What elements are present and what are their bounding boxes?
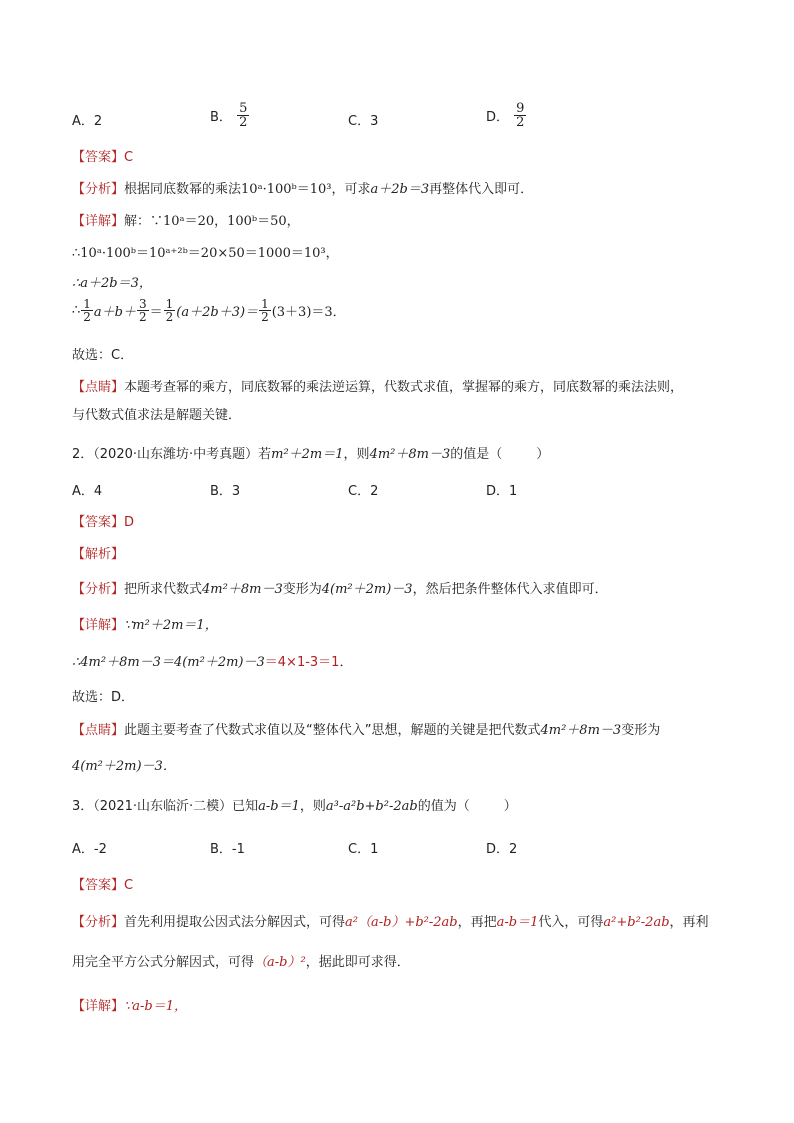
q1-option-a: A．2: [72, 114, 103, 129]
q3-option-b: B．-1: [210, 842, 245, 857]
q1-choose: 故选：C．: [72, 348, 134, 363]
q2-comment-line1: 【点睛】此题主要考查了代数式求值以及“整体代入”思想，解题的关键是把代数式4m²＋8m－3变形为: [72, 723, 661, 738]
q1-detail-line4: ∴ $\frac{1}{2}$ a＋b＋ $\frac{3}{2}$ ＝ $\frac{1}{2}$ (a＋2b＋3)＝ $\frac{1}{2}$ (3＋3)＝3．: [72, 297, 346, 324]
q1-option-c: C．3: [348, 114, 379, 129]
q3-detail-line1: 【详解】∵a-b＝1，: [72, 999, 188, 1014]
q3-stem: 3．（2021·山东临沂·二模）已知a-b＝1，则a³-a²b+b²-2ab的值为（ ）: [72, 799, 517, 814]
q3-option-c: C．1: [348, 842, 379, 857]
q2-parse: 【解析】: [72, 547, 125, 562]
q1-analysis: 【分析】根据同底数幂的乘法10ᵃ·100ᵇ＝10³，可求a＋2b＝3再整体代入即可．: [72, 182, 534, 197]
q1-detail-line3: ∴a＋2b＝3，: [72, 276, 152, 291]
q1-option-d: D． $\frac{9}{2}$: [486, 101, 525, 130]
q2-option-d: D．1: [486, 484, 518, 499]
q1-answer: 【答案】C: [72, 150, 134, 165]
q2-detail-line2: ∴4m²＋8m－3＝4(m²＋2m)－3＝4×1-3＝1．: [72, 655, 353, 670]
q1-detail-line1: 【详解】解：∵10ᵃ＝20，100ᵇ＝50，: [72, 214, 300, 229]
q2-comment-line2: 4(m²＋2m)－3．: [72, 759, 176, 774]
q1-comment-line2: 与代数式值求法是解题关键．: [72, 408, 242, 423]
q2-option-b: B．3: [210, 484, 241, 499]
q2-stem: 2．（2020·山东潍坊·中考真题）若m²＋2m＝1，则4m²＋8m－3的值是（ ）: [72, 447, 550, 462]
q3-analysis-line1: 【分析】首先利用提取公因式法分解因式，可得a²（a-b）+b²-2ab，再把a-b＝1代入，可得a²+b²-2ab，再利: [72, 915, 709, 930]
q1-detail-line2: ∴10ᵃ·100ᵇ＝10ᵃ⁺²ᵇ＝20×50＝1000＝10³，: [72, 246, 339, 261]
q2-detail-line1: 【详解】∵m²＋2m＝1，: [72, 618, 218, 633]
q3-option-d: D．2: [486, 842, 518, 857]
q3-analysis-line2: 用完全平方公式分解因式，可得（a-b）²，据此即可求得．: [72, 955, 410, 970]
q1-comment-line1: 【点睛】本题考查幂的乘方，同底数幂的乘法逆运算，代数式求值，掌握幂的乘方，同底数幂的乘法法则，: [72, 380, 684, 395]
q2-choose: 故选：D．: [72, 690, 135, 705]
q2-option-c: C．2: [348, 484, 379, 499]
q3-answer: 【答案】C: [72, 878, 134, 893]
q1-option-b: B． $\frac{5}{2}$: [210, 101, 248, 130]
q2-answer: 【答案】D: [72, 515, 135, 530]
q3-option-a: A．-2: [72, 842, 107, 857]
q2-analysis: 【分析】把所求代数式4m²＋8m－3变形为4(m²＋2m)－3，然后把条件整体代入求值即可．: [72, 582, 608, 597]
q2-option-a: A．4: [72, 484, 103, 499]
